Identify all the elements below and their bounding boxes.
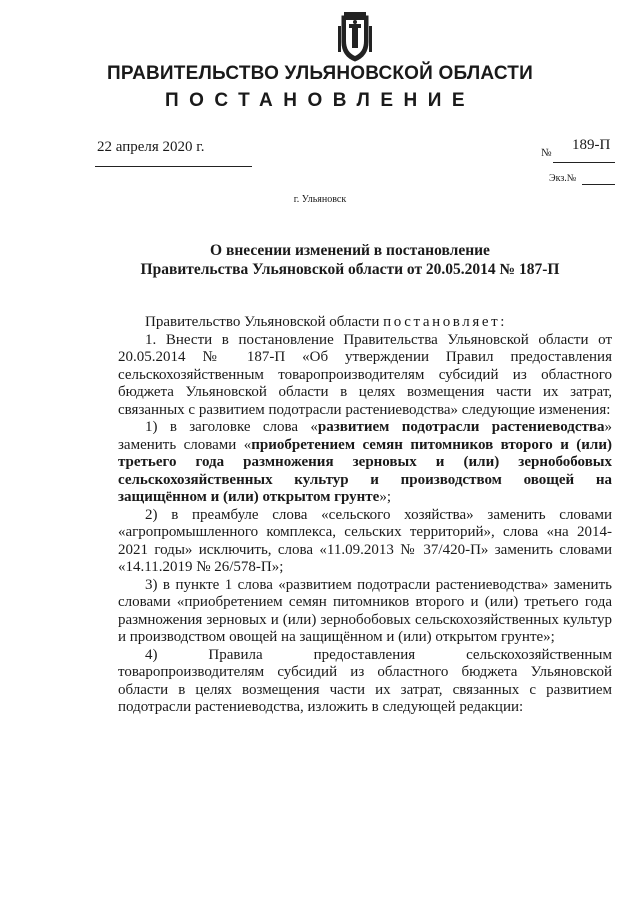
- p2-text-c: » заменить словами «: [118, 419, 612, 453]
- paragraph-2: [118, 419, 612, 507]
- p2-bold-old-words: развитием подотрасли растениеводства: [317, 419, 605, 435]
- coat-of-arms-icon: [336, 12, 374, 62]
- city: г. Ульяновск: [293, 194, 347, 205]
- document-title: [0, 241, 640, 279]
- copy-number-underline: [582, 184, 615, 185]
- organization-name: ПРАВИТЕЛЬСТВО УЛЬЯНОВСКОЙ ОБЛАСТИ: [107, 63, 533, 84]
- document-date: 22 апреля 2020 г.: [97, 139, 205, 155]
- paragraph-4: 3) в пункте 1 слова «развитием подотрасли растениеводства» заменить словами «приобретением семян питомников второго и (или) третьего года размножения зерновых и (или) зернобобовых сельскохозяйственных культур и производством овощей на защищённом и (или) открытом грунте»;: [118, 576, 612, 645]
- document-type: ПОСТАНОВЛЕНИЕ: [164, 90, 476, 111]
- p2-bold-new-words: приобретением семян питомников второго и (или) третьего года размножения зерновых и (или) зернобобовых сельскохозяйственных культур и производством овощей на защищённом и (или) открытом грунте: [118, 436, 612, 505]
- number-underline: [553, 162, 615, 163]
- document-number: 189-П: [572, 137, 611, 153]
- paragraph-3: 2) в преамбуле слова «сельского хозяйства» заменить словами «агропромышленного комплекса, сельских территорий», слова «на 2014-2021 годы» исключить, слова «11.09.2013 № 37/420-П» заменить словами «14.11.2019 № 26/578-П»;: [118, 506, 612, 575]
- p2-text-e: »;: [379, 489, 391, 505]
- number-label: №: [541, 147, 552, 159]
- title-line-2: Правительства Ульяновской области от 20.05.2014 № 187-П: [140, 261, 560, 278]
- date-underline: [95, 166, 252, 167]
- title-line-1: О внесении изменений в постановление: [210, 242, 490, 259]
- paragraph-1: 1. Внести в постановление Правительства Ульяновской области от 20.05.2014 № 187-П «Об утверждении Правил предоставления сельскохозяйственным товаропроизводителям субсидий из областного бюджета Ульяновской области в целях возмещения части их затрат, связанных с развитием подотрасли растениеводства» следующие изменения:: [118, 331, 612, 418]
- document-body: [118, 314, 612, 717]
- intro-verb: постановляет:: [383, 314, 508, 330]
- intro-subject: Правительство Ульяновской области: [145, 314, 380, 330]
- copy-number-label: Экз.№: [549, 173, 577, 184]
- p2-text-a: 1) в заголовке слова «: [145, 419, 318, 435]
- paragraph-5: 4) Правила предоставления сельскохозяйственным товаропроизводителям субсидий из областного бюджета Ульяновской области в целях возмещения части их затрат, связанных с развитием подотрасли растениеводства, изложить в следующей редакции:: [118, 646, 612, 715]
- intro-paragraph: [118, 314, 612, 332]
